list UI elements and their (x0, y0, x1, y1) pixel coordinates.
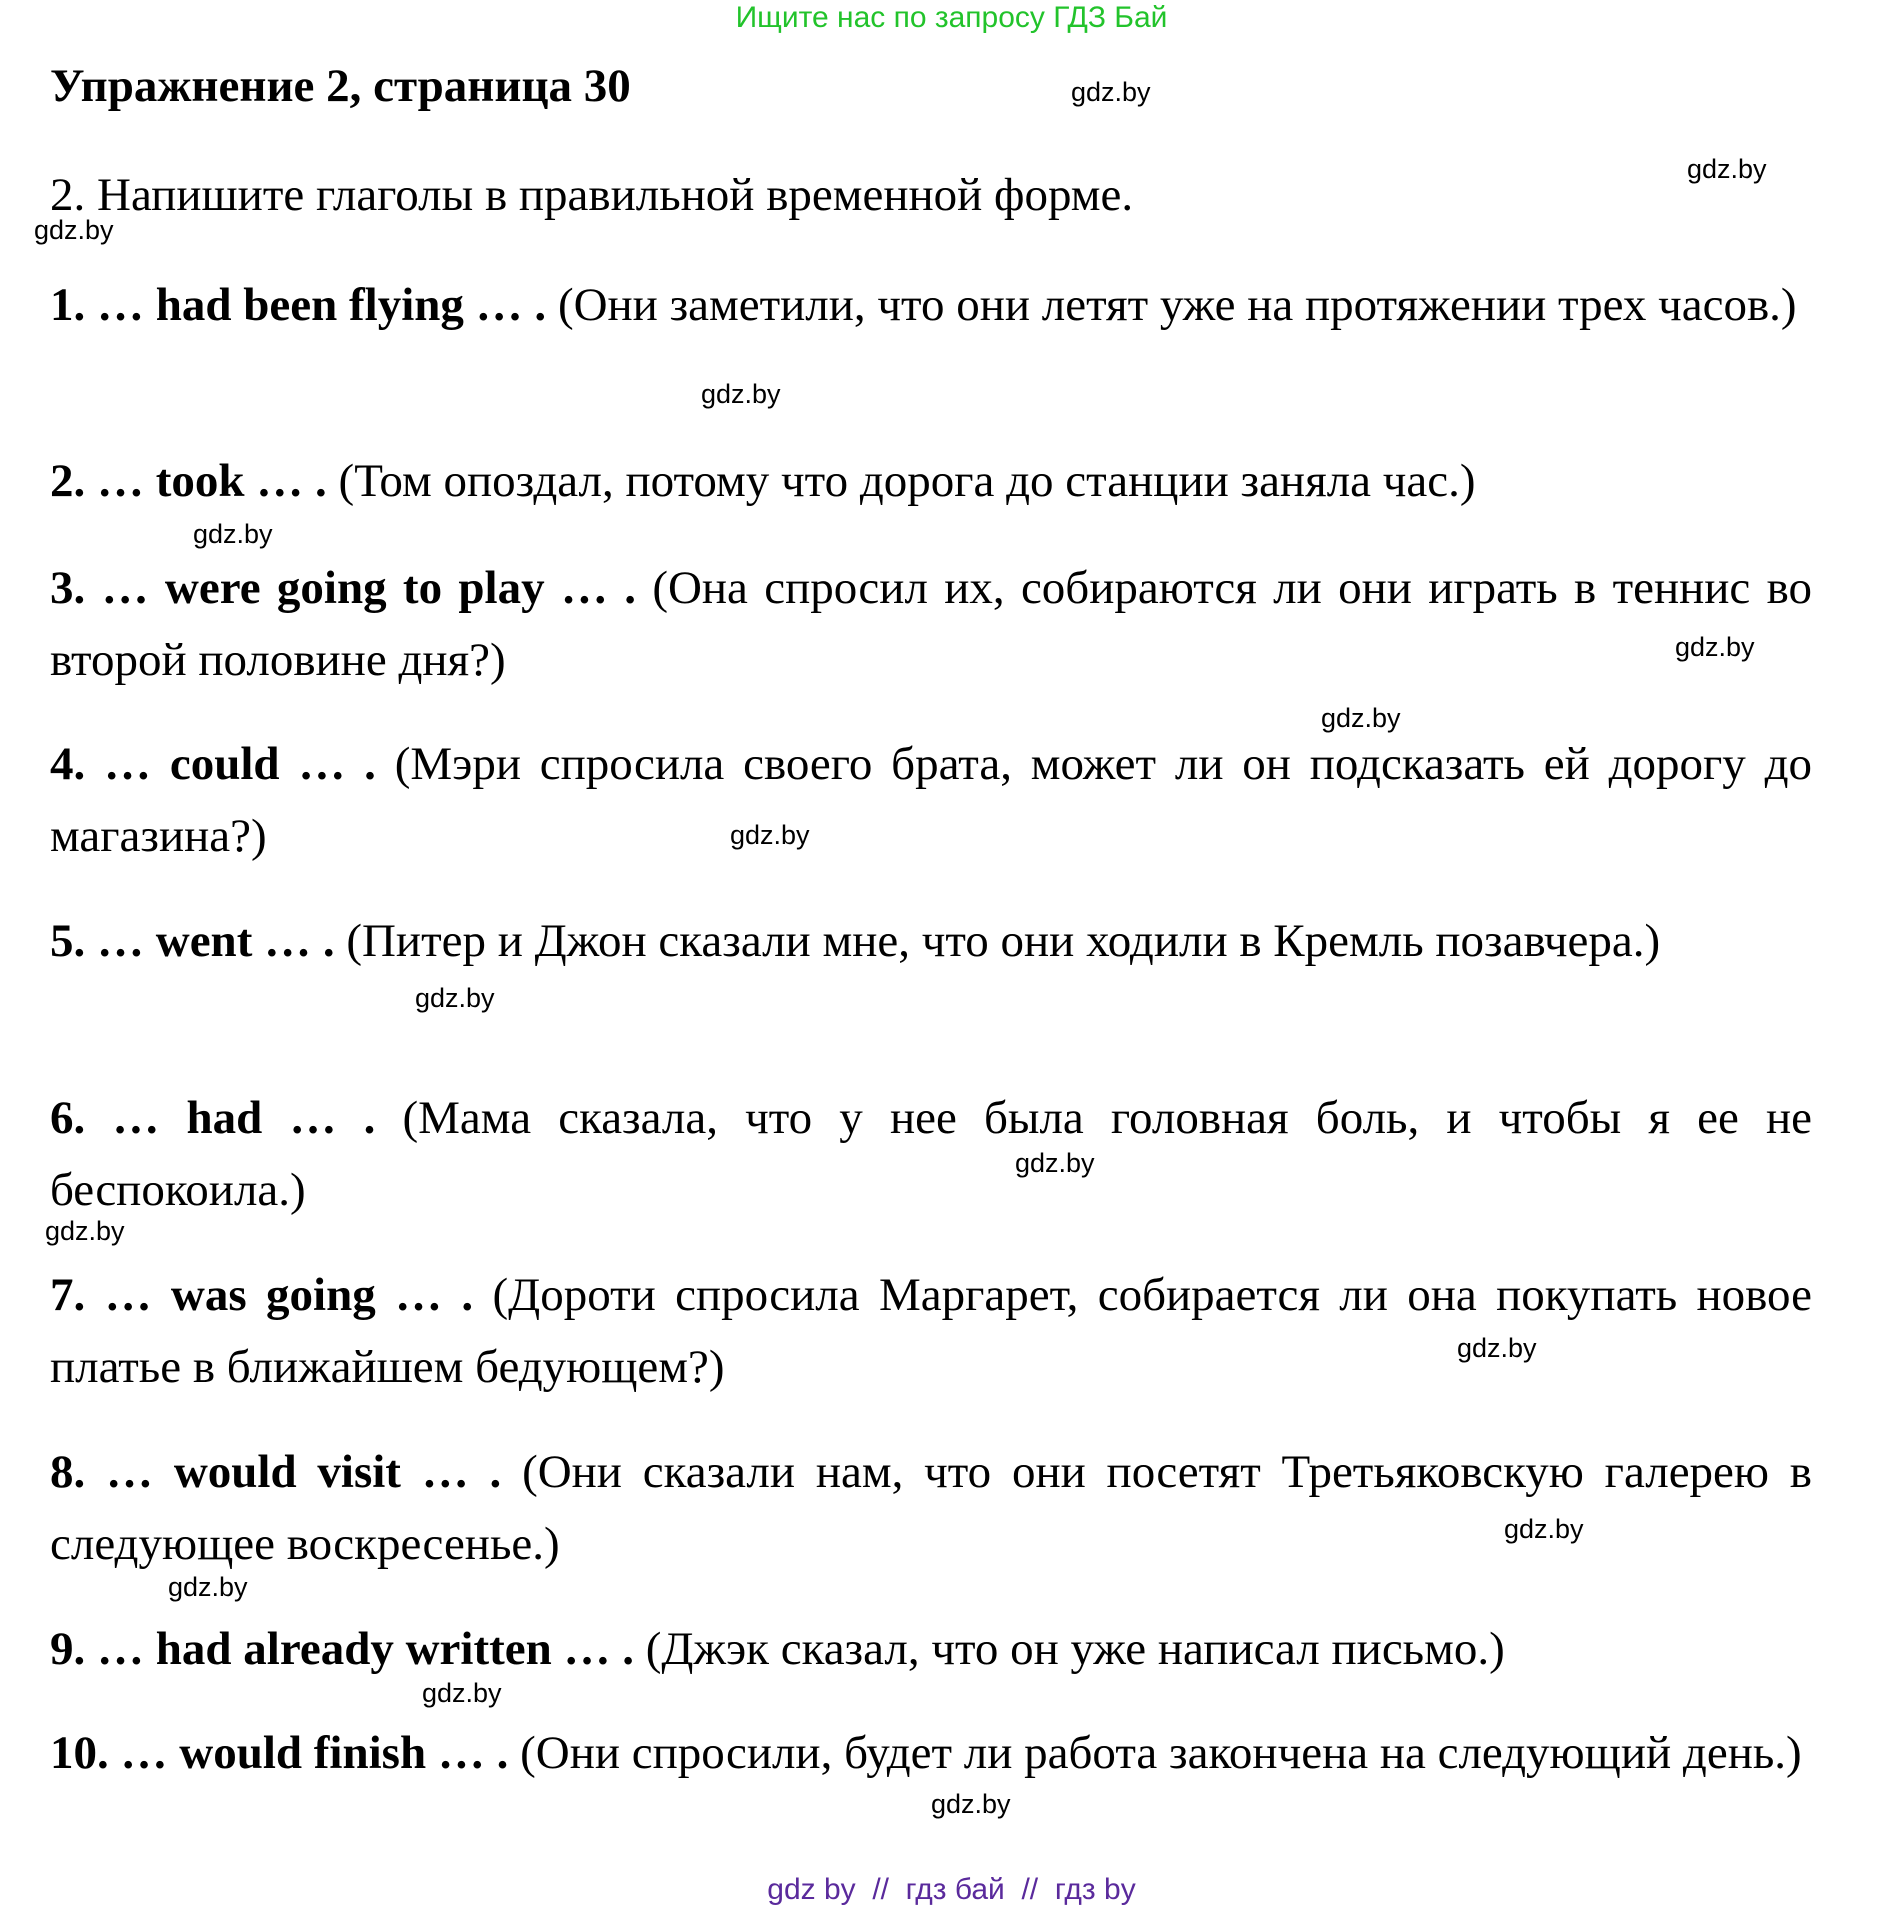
translation-text: (Дороти спросила Маргарет, собирается ли она покупать новое платье в ближайшем бедующем?) (50, 1269, 1812, 1393)
answer-text: 8. … would visit … . (50, 1446, 502, 1498)
watermark: gdz.by (931, 1789, 1011, 1819)
answer-item (50, 1436, 1812, 1580)
translation-text: (Питер и Джон сказали мне, что они ходили в Кремль позавчера.) (346, 915, 1661, 967)
answer-text: 10. … would finish … . (50, 1727, 509, 1779)
watermark: gdz.by (1675, 632, 1755, 662)
answer-item (50, 728, 1812, 872)
exercise-instruction: 2. Напишите глаголы в правильной временной форме. (50, 169, 1134, 221)
answer-item (50, 1259, 1812, 1403)
watermark: gdz.by (1457, 1333, 1537, 1363)
translation-text: (Мэри спросила своего брата, может ли он подсказать ей дорогу до магазина?) (50, 738, 1813, 862)
watermark: gdz.by (168, 1572, 248, 1602)
answer-item (50, 445, 1812, 517)
answer-item (50, 1717, 1812, 1789)
translation-text: (Она спросил их, собираются ли они играть в теннис во второй половине дня?) (50, 562, 1812, 686)
watermark: gdz.by (422, 1678, 502, 1708)
search-banner: Ищите нас по запросу ГДЗ Бай (735, 1, 1168, 34)
watermark: gdz.by (1321, 703, 1401, 733)
translation-text: (Они заметили, что они летят уже на протяжении трех часов.) (557, 279, 1797, 331)
translation-text: (Джэк сказал, что он уже написал письмо.) (645, 1623, 1505, 1675)
answer-item (50, 1613, 1812, 1685)
watermark: gdz.by (45, 1216, 125, 1246)
answer-text: 5. … went … . (50, 915, 335, 967)
watermark: gdz.by (415, 983, 495, 1013)
answer-item (50, 1082, 1812, 1226)
footer-links: gdz by // гдз бай // гдз by (767, 1873, 1136, 1906)
translation-text: (Мама сказала, что у нее была головная боль, и чтобы я ее не беспокоила.) (50, 1092, 1812, 1216)
watermark: gdz.by (1071, 77, 1151, 107)
watermark: gdz.by (701, 379, 781, 409)
watermark: gdz.by (730, 820, 810, 850)
translation-text: (Том опоздал, потому что дорога до станции заняла час.) (338, 455, 1476, 507)
translation-text: (Они сказали нам, что они посетят Третьяковскую галерею в следующее воскресенье.) (50, 1446, 1813, 1570)
answer-text: 4. … could … . (50, 738, 376, 790)
answer-text: 6. … had … . (50, 1092, 376, 1144)
watermark: gdz.by (1015, 1148, 1095, 1178)
answer-text: 2. … took … . (50, 455, 327, 507)
answer-item (50, 552, 1812, 696)
watermark: gdz.by (193, 519, 273, 549)
translation-text: (Они спросили, будет ли работа закончена на следующий день.) (520, 1727, 1802, 1779)
answer-text: 7. … was going … . (50, 1269, 474, 1321)
answer-text: 1. … had been flying … . (50, 279, 547, 331)
watermark: gdz.by (1504, 1514, 1584, 1544)
page-title: Упражнение 2, страница 30 (50, 60, 631, 112)
answer-text: 9. … had already written … . (50, 1623, 635, 1675)
answer-text: 3. … were going to play … . (50, 562, 636, 614)
answer-item (50, 269, 1812, 341)
watermark: gdz.by (1687, 154, 1767, 184)
answer-item (50, 905, 1812, 977)
watermark: gdz.by (34, 215, 114, 245)
